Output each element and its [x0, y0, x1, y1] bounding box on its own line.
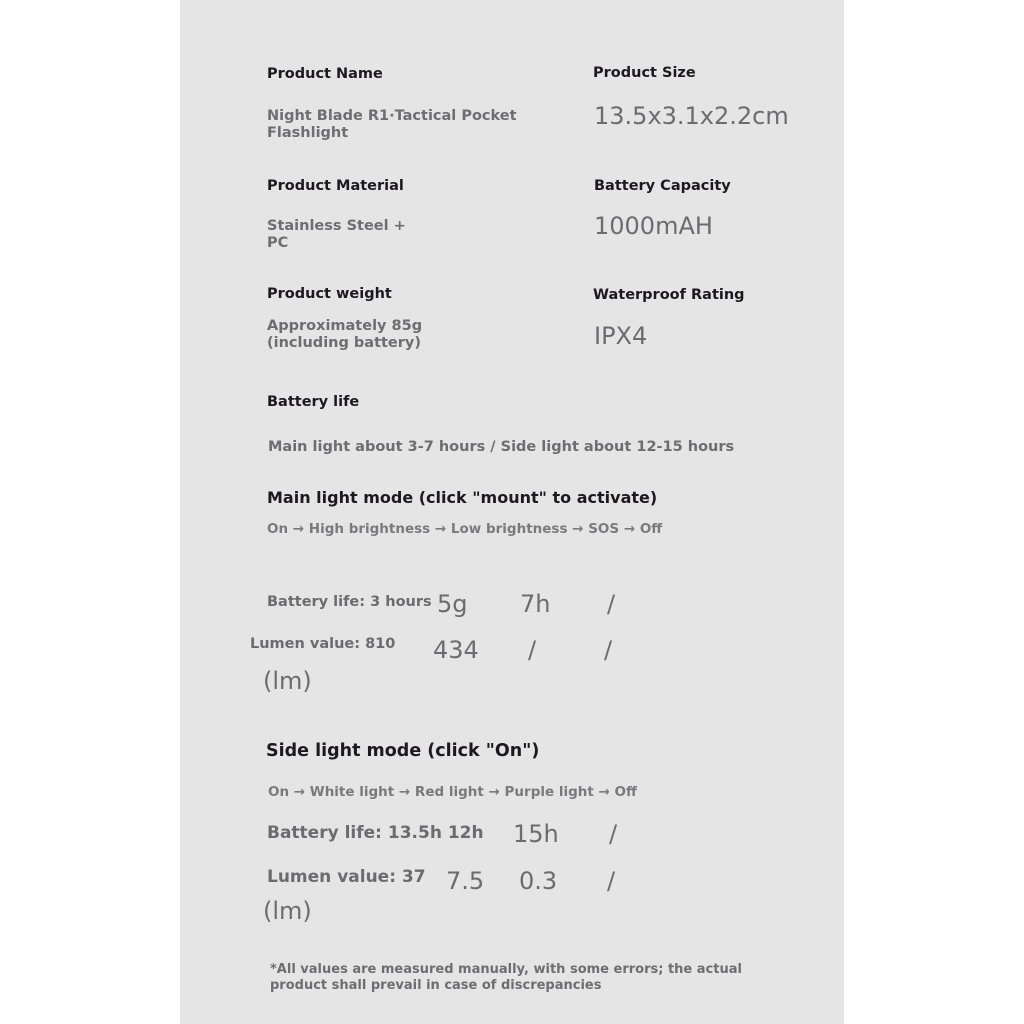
footnote-line1: *All values are measured manually, with some errors; the actual: [270, 962, 742, 977]
main-light-battery-value: /: [607, 590, 616, 618]
product-size-value: 13.5x3.1x2.2cm: [594, 102, 789, 130]
main-light-battery-value: 5g: [437, 590, 468, 618]
side-light-lumen-unit: (lm): [263, 897, 312, 925]
side-light-mode-title: Side light mode (click "On"): [266, 741, 540, 761]
product-weight-value-line2: (including battery): [267, 335, 421, 351]
main-light-lumen-label: Lumen value: 810: [250, 636, 396, 652]
side-light-lumen-label: Lumen value: 37: [267, 867, 426, 887]
product-name-value-line2: Flashlight: [267, 125, 349, 141]
battery-capacity-label: Battery Capacity: [594, 178, 731, 194]
product-name-value-line1: Night Blade R1·Tactical Pocket: [267, 108, 517, 124]
main-light-lumen-unit: (lm): [263, 667, 312, 695]
side-light-lumen-value: 7.5: [446, 867, 485, 895]
main-light-lumen-value: /: [528, 636, 537, 664]
product-material-value-line2: PC: [267, 235, 289, 251]
side-light-lumen-value: /: [607, 867, 616, 895]
battery-capacity-value: 1000mAH: [594, 212, 713, 240]
product-size-label: Product Size: [593, 65, 696, 81]
side-light-battery-value: /: [609, 820, 618, 848]
main-light-mode-title: Main light mode (click "mount" to activate): [267, 488, 658, 507]
main-light-battery-label: Battery life: 3 hours: [267, 594, 432, 610]
waterproof-rating-value: IPX4: [594, 322, 648, 350]
footnote-line2: product shall prevail in case of discrepancies: [270, 978, 602, 993]
main-light-lumen-value: 434: [433, 636, 479, 664]
side-light-sequence: On → White light → Red light → Purple light → Off: [268, 784, 637, 800]
side-light-battery-label: Battery life: 13.5h 12h: [267, 823, 484, 843]
main-light-battery-value: 7h: [520, 590, 551, 618]
main-light-sequence: On → High brightness → Low brightness → SOS → Off: [267, 521, 663, 537]
battery-life-value: Main light about 3-7 hours / Side light about 12-15 hours: [268, 439, 735, 455]
waterproof-rating-label: Waterproof Rating: [593, 287, 745, 303]
product-name-label: Product Name: [267, 66, 383, 82]
product-weight-value-line1: Approximately 85g: [267, 318, 423, 334]
product-weight-label: Product weight: [267, 286, 392, 302]
main-light-lumen-value: /: [604, 636, 613, 664]
battery-life-label: Battery life: [267, 394, 360, 410]
product-material-label: Product Material: [267, 178, 404, 194]
product-material-value-line1: Stainless Steel +: [267, 218, 406, 234]
side-light-battery-value: 15h: [513, 820, 559, 848]
side-light-lumen-value: 0.3: [519, 867, 558, 895]
